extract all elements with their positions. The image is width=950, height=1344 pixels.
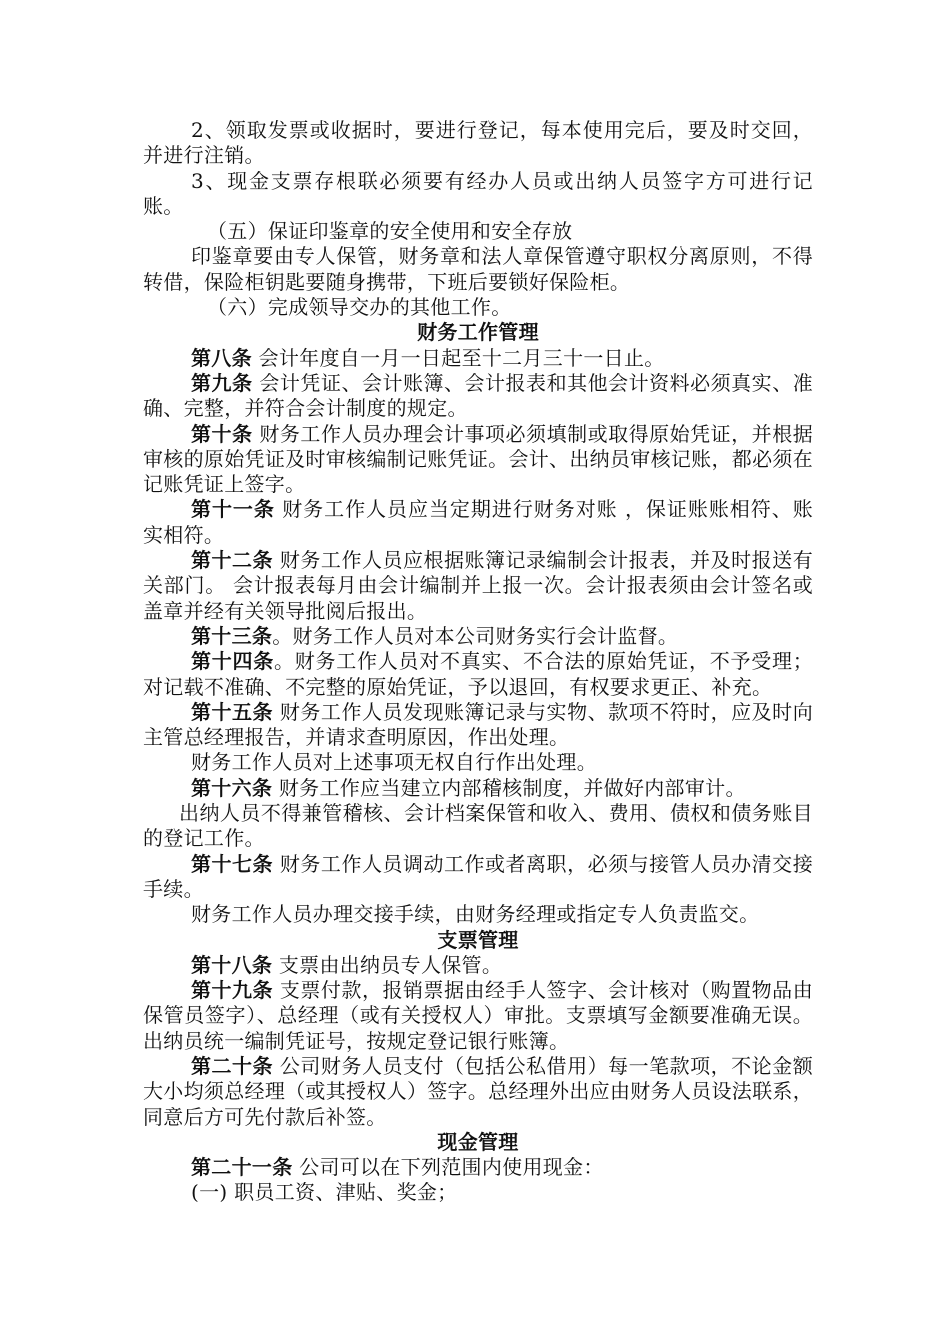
- paragraph-text: 会计凭证、会计账簿、会计报表和其他会计资料必须真实、准确、完整，并符合会计制度的规定。: [143, 370, 813, 421]
- paragraph-text: （五）保证印鉴章的安全使用和安全存放: [207, 219, 573, 244]
- paragraph-text: 财务工作人员应根据账簿记录编制会计报表，并及时报送有关部门。 会计报表每月由会计编制并上报一次。会计报表须由会计签名或盖章并经有关领导批阅后报出。: [143, 548, 813, 623]
- section-heading: 财务工作管理: [417, 320, 539, 345]
- paragraph-text: 出纳人员不得兼管稽核、会计档案保管和收入、费用、债权和债务账目的登记工作。: [143, 801, 813, 851]
- article-number: 第十二条: [191, 548, 274, 573]
- article-paragraph: [143, 649, 813, 700]
- paragraph-text: 3、现金支票存根联必须要有经办人员或出纳人员签字方可进行记账。: [143, 168, 813, 218]
- paragraph: [143, 902, 813, 927]
- article-number: 第十九条: [191, 978, 274, 1003]
- paragraph-text: 公司财务人员支付（包括公私借用）每一笔款项，不论金额大小均须总经理（或其授权人）签字。总经理外出应由财务人员设法联系，同意后方可先付款后补签。: [143, 1053, 813, 1129]
- paragraph-text: 财务工作人员对上述事项无权自行作出处理。: [191, 750, 597, 775]
- document-body: [143, 118, 813, 1206]
- paragraph-text: 财务工作人员调动工作或者离职，必须与接管人员办清交接手续。: [143, 851, 813, 901]
- paragraph-text: （六）完成领导交办的其他工作。: [207, 295, 512, 320]
- article-paragraph: [143, 978, 813, 1054]
- article-paragraph: [143, 422, 813, 498]
- article-paragraph: [143, 624, 813, 649]
- paragraph-text: 财务工作应当建立内部稽核制度，并做好内部审计。: [272, 775, 746, 800]
- paragraph: [143, 750, 813, 775]
- article-paragraph: [143, 700, 813, 751]
- article-paragraph: [143, 1155, 813, 1180]
- paragraph-text: 财务工作人员应当定期进行财务对账 ，保证账账相符、账实相符。: [143, 497, 813, 547]
- paragraph-text: 。财务工作人员对本公司财务实行会计监督。: [272, 623, 679, 648]
- article-paragraph: [143, 346, 813, 371]
- paragraph-text: 印鉴章要由专人保管，财务章和法人章保管遵守职权分离原则，不得转借，保险柜钥匙要随身携带，下班后要锁好保险柜。: [143, 244, 813, 294]
- article-number: 第十五条: [191, 699, 274, 724]
- article-number: 第二十一条: [191, 1155, 293, 1180]
- paragraph-text: 财务工作人员办理交接手续，由财务经理或指定专人负责监交。: [191, 902, 760, 927]
- paragraph-text: 会计年度自一月一日起至十二月三十一日止。: [251, 345, 665, 370]
- article-paragraph: [143, 1054, 813, 1130]
- section-heading: 支票管理: [437, 927, 519, 952]
- article-number: 第九条: [191, 370, 253, 395]
- paragraph: [143, 169, 813, 220]
- article-paragraph: [143, 371, 813, 422]
- article-paragraph: [143, 497, 813, 548]
- paragraph: [143, 1180, 813, 1205]
- paragraph-text: 2、领取发票或收据时，要进行登记，每本使用完后，要及时交回，并进行注销。: [143, 118, 813, 168]
- paragraph-text: (一) 职员工资、津贴、奖金；: [191, 1180, 458, 1205]
- article-number: 第二十条: [191, 1053, 274, 1078]
- article-number: 第十八条: [191, 952, 273, 977]
- paragraph: [143, 295, 813, 320]
- paragraph-text: 支票由出纳员专人保管。: [272, 952, 503, 977]
- paragraph: [143, 219, 813, 244]
- article-paragraph: [143, 548, 813, 624]
- paragraph-text: 公司可以在下列范围内使用现金：: [292, 1155, 604, 1180]
- paragraph-text: 。财务工作人员对不真实、不合法的原始凭证，不予受理；对记载不准确、不完整的原始凭证，予以退回，有权要求更正、补充。: [143, 649, 813, 699]
- section-heading: 现金管理: [437, 1129, 519, 1154]
- paragraph-text: 支票付款，报销票据由经手人签字、会计核对（购置物品由保管员签字）、总经理（或有关授权人）审批。支票填写金额要准确无误。出纳员统一编制凭证号，按规定登记银行账簿。: [143, 978, 813, 1053]
- article-number: 第十六条: [191, 775, 273, 800]
- paragraph: [143, 118, 813, 169]
- article-paragraph: [143, 852, 813, 903]
- paragraph-text: 财务工作人员发现账簿记录与实物、款项不符时，应及时向主管总经理报告，并请求查明原因，作出处理。: [143, 699, 813, 750]
- paragraph-text: 财务工作人员办理会计事项必须填制或取得原始凭证，并根据审核的原始凭证及时审核编制记账凭证。会计、出纳员审核记账，都必须在记账凭证上签字。: [143, 421, 813, 497]
- article-number: 第十四条: [191, 649, 274, 674]
- article-number: 第十条: [191, 421, 253, 446]
- article-number: 第八条: [191, 345, 252, 370]
- article-number: 第十七条: [191, 851, 274, 876]
- paragraph: [143, 244, 813, 295]
- article-paragraph: [143, 953, 813, 978]
- article-number: 第十三条: [191, 623, 273, 648]
- article-number: 第十一条: [191, 497, 275, 522]
- paragraph: [143, 801, 813, 852]
- article-paragraph: [143, 776, 813, 801]
